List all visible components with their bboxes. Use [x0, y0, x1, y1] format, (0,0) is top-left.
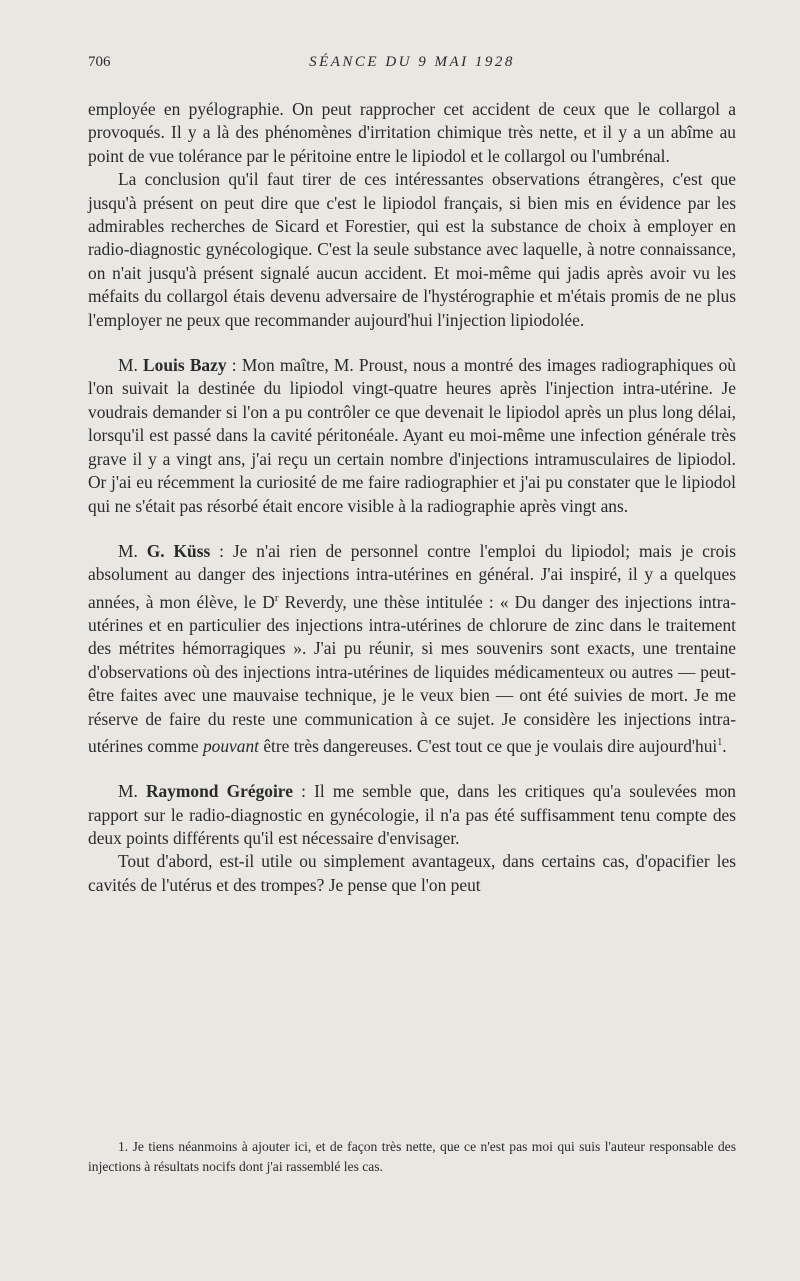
intervention-text: . — [722, 735, 727, 756]
speaker-name: Raymond Grégoire — [145, 781, 293, 802]
intervention-text: : Il me semble que, dans les critiques qu'a soulevées mon rapport sur le radio-diagnostic en gynécologie, il n'a pas été suffisamment tenu compte des deux points différents qu'il est nécessaire d'envisager. — [88, 781, 736, 848]
footnote — [88, 1137, 736, 1176]
italic-word: pouvant — [202, 735, 259, 756]
page-header — [88, 54, 736, 78]
speaker-prefix: M. — [118, 540, 147, 561]
paragraph-conclusion: La conclusion qu'il faut tirer de ces intéressantes observations étrangères, c'est que jusqu'à présent on peut dire que c'est le lipiodol français, si bien mis en évidence par les admirables recherches de Sicard et Forestier, qui est la substance de choix à employer en radio-diagnostic gynécologique. C'est la seule substance avec laquelle, à notre connaissance, on n'ait jusqu'à présent signalé aucun accident. Et moi-même qui jadis après avoir vu les méfaits du collargol étais devenu adversaire de l'hystérographie et m'étais promis de ne plus l'employer ne peux que recommander aujourd'hui l'injection lipiodolée. — [88, 169, 736, 330]
page-number: 706 — [88, 54, 111, 70]
page-body — [88, 98, 736, 897]
speaker-prefix: M. — [118, 355, 144, 376]
speaker-name: Louis Bazy — [143, 355, 227, 376]
footnote-text: Je tiens néanmoins à ajouter ici, et de façon très nette, que ce n'est pas moi qui suis l'auteur responsable des injections à résultats nocifs dont j'ai rassemblé les cas. — [88, 1139, 736, 1174]
speaker-prefix: M. — [118, 781, 146, 802]
intervention-text: Reverdy, une thèse intitulée : « Du danger des injections intra-utérines et en particulier des injections intra-utérines de chlorure de zinc dans le traitement des métrites hémorragiques ». J'ai pu réunir, si mes souvenirs sont exacts, une trentaine d'observations où des injections intra-utérines de liquides médicamenteux ou autres — peut-être faites avec une mauvaise technique, je le veux bien — ont été suivies de mort. Je me réserve de faire du reste une communication à ce sujet. Je considère les injections intra-utérines comme — [88, 591, 736, 756]
paragraph-continued: employée en pyélographie. On peut rapprocher cet accident de ceux que le collargol a provoqués. Il y a là des phénomènes d'irritation chimique très nette, et il y a un abîme au point de vue tolérance par le péritoine entre le lipiodol et le collargol ou l'umbrénal. — [88, 99, 736, 166]
intervention-text: être très dangereuses. C'est tout ce que je voulais dire aujourd'hui — [258, 735, 718, 756]
footnote-mark: 1. — [118, 1139, 129, 1154]
footnote-ref: 1 — [717, 736, 723, 748]
intervention-text: : Mon maître, M. Proust, nous a montré des images radiographiques où l'on suivait la destinée du lipiodol vingt-quatre heures après l'injection intra-utérine. Je voudrais demander si l'on a pu contrôler ce que devenait le lipiodol après un plus long délai, lorsqu'il est passé dans la cavité péritonéale. Ayant eu moi-même une infection générale très grave il y a vingt ans, j'ai reçu un certain nombre d'injections intramusculaires de lipiodol. Or j'ai eu récemment la curiosité de me faire radiographier et j'ai pu constater que le lipiodol qui ne s'était pas résorbé était encore visible à la radiographie après vingt ans. — [88, 355, 736, 516]
running-head: SÉANCE DU 9 MAI 1928 — [309, 54, 515, 70]
paragraph-gregoire-continued: Tout d'abord, est-il utile ou simplement avantageux, dans certains cas, d'opacifier les cavités de l'utérus et des trompes? Je pense que l'on peut — [88, 851, 736, 895]
intervention-kuss — [88, 540, 736, 758]
speaker-name: G. Küss — [146, 540, 211, 561]
intervention-text: : Je n'ai rien de personnel contre l'emploi du lipiodol; mais je crois absolument au danger des injections intra-utérines en général. J'ai inspiré, il y a quelques années, à mon élève, le D — [88, 540, 736, 612]
intervention-bazy — [88, 354, 736, 518]
intervention-gregoire — [88, 780, 736, 850]
superscript-r: r — [274, 591, 279, 604]
